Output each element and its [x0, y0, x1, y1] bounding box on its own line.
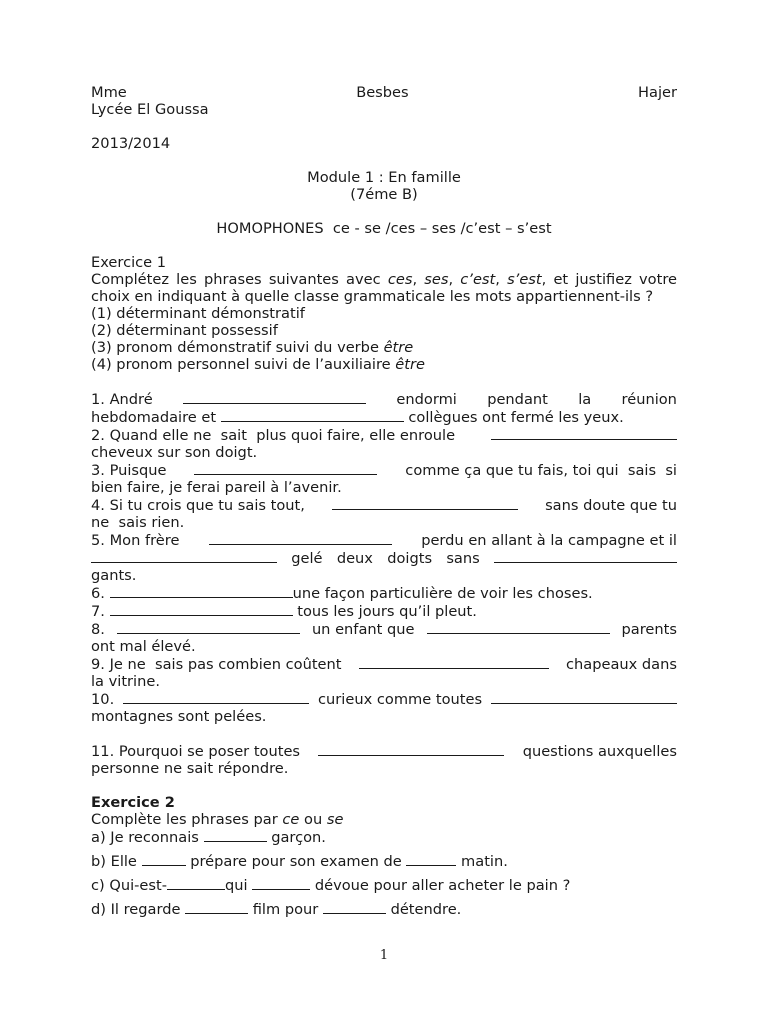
answer-blank[interactable] [332, 496, 518, 510]
answer-blank[interactable] [491, 426, 677, 440]
sentence-1: 1. André endormi pendant la réunion [91, 391, 677, 408]
answer-blank[interactable] [359, 655, 549, 669]
author-firstname: Hajer [638, 84, 677, 101]
page-number: 1 [379, 948, 389, 963]
answer-blank[interactable] [406, 852, 456, 866]
exercise1-instructions [91, 271, 677, 305]
author-line [91, 84, 677, 101]
ex2-item-d: d) Il regarde film pour détendre. [91, 901, 462, 918]
sentence-11-cont: personne ne sait répondre. [91, 760, 289, 777]
instr-sep: , [495, 271, 508, 288]
sentence-5-end: gants. [91, 567, 137, 584]
answer-blank[interactable] [221, 408, 404, 422]
author-title: Mme [91, 84, 127, 101]
class-label: (7éme B) [350, 186, 418, 203]
answer-blank[interactable] [123, 690, 309, 704]
author-surname: Besbes [356, 84, 409, 101]
answer-blank[interactable] [167, 876, 225, 890]
instr-cest: c’est [460, 271, 496, 288]
sentence-9-cont: la vitrine. [91, 673, 160, 690]
sentence-10-cont: montagnes sont pelées. [91, 708, 267, 725]
sentence-1-cont: hebdomadaire et collègues ont fermé les yeux. [91, 409, 624, 426]
instr-ses: ses [424, 271, 449, 288]
module-title: Module 1 : En famille [307, 169, 461, 186]
school-year: 2013/2014 [91, 135, 171, 152]
sentence-2: 2. Quand elle ne sait plus quoi faire, elle enroule [91, 426, 677, 444]
answer-blank[interactable] [491, 690, 677, 704]
instr-sep: , [412, 271, 425, 288]
answer-blank[interactable] [318, 742, 504, 756]
sentence-10: 10. curieux comme toutes [91, 690, 677, 708]
sentence-3-cont: bien faire, je ferai pareil à l’avenir. [91, 479, 342, 496]
sentence-5-cont: gelé deux doigts sans [91, 549, 677, 567]
sentence-9: 9. Je ne sais pas combien coûtent chapeaux dans [91, 656, 677, 673]
answer-blank[interactable] [209, 531, 392, 545]
sentence-5: 5. Mon frère perdu en allant à la campagne et il [91, 532, 677, 549]
sentence-8-cont: ont mal élevé. [91, 638, 196, 655]
class-item: (3) pronom démonstratif suivi du verbe être [91, 339, 414, 356]
class-item: (1) déterminant démonstratif [91, 305, 305, 322]
instr-sest: s’est [507, 271, 542, 288]
answer-blank[interactable] [185, 900, 248, 914]
answer-blank[interactable] [204, 828, 267, 842]
answer-blank[interactable] [110, 584, 293, 598]
answer-blank[interactable] [183, 390, 366, 404]
sentence-7: 7. tous les jours qu’il pleut. [91, 603, 477, 620]
answer-blank[interactable] [110, 602, 293, 616]
instr-sep: , [448, 271, 461, 288]
sentence-6: 6. une façon particulière de voir les choses. [91, 585, 593, 602]
sentence-8: 8. un enfant que parents [91, 621, 677, 638]
answer-blank[interactable] [194, 461, 377, 475]
instr-text: , et justifiez votre choix en indiquant à quelle classe grammaticale les mots appartiennent-ils ? [91, 271, 677, 305]
exercise1-heading: Exercice 1 [91, 254, 167, 271]
class-item: (2) déterminant possessif [91, 322, 278, 339]
instr-text: Complétez les phrases suivantes avec [91, 271, 388, 288]
school-name: Lycée El Goussa [91, 101, 209, 118]
topic-title: HOMOPHONES ce - se /ces – ses /c’est – s’est [216, 220, 552, 237]
answer-blank[interactable] [117, 620, 300, 634]
answer-blank[interactable] [427, 620, 610, 634]
instr-ces: ces [387, 271, 413, 288]
answer-blank[interactable] [323, 900, 386, 914]
sentence-11: 11. Pourquoi se poser toutes questions auxquelles [91, 743, 677, 760]
sentence-4-cont: ne sais rien. [91, 514, 185, 531]
sentence-3: 3. Puisque comme ça que tu fais, toi qui sais si [91, 462, 677, 479]
document-page [91, 84, 677, 918]
sentence-2-cont: cheveux sur son doigt. [91, 444, 258, 461]
class-list [91, 305, 677, 373]
answer-blank[interactable] [252, 876, 310, 890]
ex2-item-b: b) Elle prépare pour son examen de matin. [91, 853, 508, 870]
ex2-item-c: c) Qui-est- qui dévoue pour aller acheter le pain ? [91, 877, 571, 894]
answer-blank[interactable] [91, 549, 277, 563]
class-item: (4) pronom personnel suivi de l’auxiliaire être [91, 356, 425, 373]
answer-blank[interactable] [494, 549, 677, 563]
ex2-item-a: a) Je reconnais garçon. [91, 829, 326, 846]
answer-blank[interactable] [142, 852, 186, 866]
exercise2-instructions: Complète les phrases par ce ou se [91, 811, 344, 828]
exercise2-heading: Exercice 2 [91, 794, 175, 811]
sentence-4: 4. Si tu crois que tu sais tout, sans doute que tu [91, 497, 677, 514]
